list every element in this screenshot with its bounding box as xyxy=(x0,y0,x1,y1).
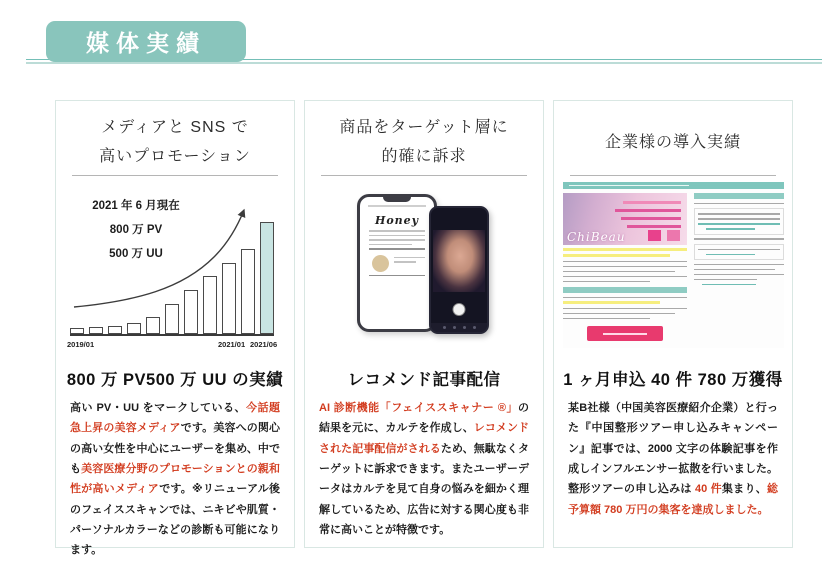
text-line xyxy=(563,297,687,299)
article-section-header xyxy=(563,287,687,293)
banner-text-line xyxy=(569,185,689,187)
review-box xyxy=(694,208,784,235)
camera-nav-icon xyxy=(443,326,446,329)
article-cta-button xyxy=(587,326,663,341)
chart-annotation-date: 2021 年 6 月現在 xyxy=(92,200,180,212)
phone-notch xyxy=(383,196,411,202)
card-media-growth xyxy=(55,100,295,557)
card1-body-seg0: 高い PV・UU をマークしている、 xyxy=(70,402,247,414)
bar xyxy=(222,263,236,334)
page-title-badge xyxy=(46,21,246,62)
text-line xyxy=(563,276,687,278)
card3-title-rule xyxy=(570,175,776,176)
text-line xyxy=(394,257,425,259)
camera-nav-icon xyxy=(463,326,466,329)
text-line xyxy=(694,264,784,266)
link-line xyxy=(698,223,780,225)
card3-body-seg3: 総予算額 780 万円の集客を達成しました。 xyxy=(568,483,778,516)
bar xyxy=(184,290,198,334)
phones-illustration xyxy=(305,180,543,352)
phone-app-logo: Honey xyxy=(374,214,420,227)
card3-body-seg2: 集まり、 xyxy=(721,483,767,496)
phone-screen-header-line xyxy=(368,205,426,207)
bar-chart-bars xyxy=(70,200,274,336)
color-swatch-circle xyxy=(372,255,389,272)
hero-badge-icon xyxy=(648,230,661,241)
card3-heading: 1 ヶ月申込 40 件 780 万獲得 xyxy=(563,371,783,389)
text-line xyxy=(698,218,780,220)
growth-bar-chart xyxy=(56,180,294,352)
bar xyxy=(241,249,255,334)
text-line xyxy=(394,261,416,263)
bar xyxy=(108,326,122,334)
card3-body xyxy=(568,398,778,520)
card2-body-seg3: ため、無駄なくターゲットに訴求できます。またユーザーデータはカルテを見て自身の悩みを細かく理解しているため、広告に対する関心度も非常に高いことが特徴です。 xyxy=(319,442,530,537)
card1-body-seg2: です。美容への関心の高い女性を中心にユーザーを集め、中でも xyxy=(70,422,280,476)
card1-body xyxy=(70,398,280,561)
card2-body-seg1: の結果を元に、カルテを作成し、 xyxy=(319,402,529,435)
text-line xyxy=(369,239,425,241)
hero-headline-line xyxy=(615,209,681,212)
article-main-column xyxy=(563,193,687,341)
card1-title xyxy=(56,114,294,172)
text-line xyxy=(694,203,784,205)
cards-row xyxy=(55,100,793,557)
card2-title xyxy=(305,114,543,172)
text-line xyxy=(694,269,775,271)
card3-body-seg1: 40 件 xyxy=(695,483,722,496)
card1-body-seg1: 今話題急上昇の美容メディア xyxy=(70,402,280,435)
chart-annotation-pv: 800 万 PV xyxy=(109,224,163,237)
card2-body-seg2: レコメンドされた記事配信がされる xyxy=(319,422,530,455)
bar xyxy=(203,276,217,334)
text-line xyxy=(694,274,784,276)
hero-headline-line xyxy=(623,201,681,204)
header-underline-thick xyxy=(26,62,822,64)
text-line xyxy=(563,308,687,310)
card-targeting xyxy=(304,100,544,548)
selfie-face-photo xyxy=(433,230,485,292)
campaign-article-page xyxy=(563,182,784,348)
text-line xyxy=(563,266,687,268)
chart-annotation-uu: 500 万 UU xyxy=(109,248,163,261)
hero-badge-icon xyxy=(667,230,680,241)
card3-title xyxy=(554,114,792,172)
card2-body xyxy=(319,398,529,540)
page-title: 媒体実績 xyxy=(86,30,206,56)
link-line xyxy=(702,284,756,286)
card-case-study xyxy=(553,100,793,548)
article-columns xyxy=(563,193,784,341)
card3-body-seg0: 某B社様（中国美容医療紹介企業）と行った『中国整形ツアー申し込みキャンペーン』記事では、2000 文字の体験記事を作成しインフルエンサー拡散を行いました。整形ツアーの申し込みは xyxy=(568,402,778,496)
review-box xyxy=(694,244,784,261)
article-side-column xyxy=(694,193,784,341)
x-tick-2021-01: 2021/01 xyxy=(218,340,246,349)
x-tick-2019-01: 2019/01 xyxy=(67,340,95,349)
bar-highlighted xyxy=(260,222,274,334)
text-line xyxy=(563,318,650,320)
camera-shutter-button xyxy=(453,303,466,316)
card3-title-line1: 企業様の導入実績 xyxy=(604,133,741,151)
camera-nav-icon xyxy=(473,326,476,329)
card2-title-line2: 的確に訴求 xyxy=(381,148,467,165)
text-line xyxy=(698,213,780,215)
phone-article-mockup xyxy=(357,194,437,332)
card1-title-rule xyxy=(72,175,278,176)
hero-brand-logo: ChiBeau xyxy=(567,230,626,244)
cta-button-label-line xyxy=(603,333,647,335)
card2-heading: レコメンド記事配信 xyxy=(347,371,501,389)
phone-face-scanner-mockup xyxy=(429,206,489,334)
text-line xyxy=(369,244,412,246)
card2-body-seg0: AI 診断機能「フェイススキャナー ®」 xyxy=(319,402,518,414)
article-top-banner xyxy=(563,182,784,189)
article-screenshot xyxy=(554,180,792,352)
text-line xyxy=(369,235,425,237)
card2-title-line1: 商品をターゲット層に xyxy=(339,119,509,137)
text-line xyxy=(698,249,780,251)
text-line xyxy=(694,279,757,281)
text-line xyxy=(563,261,687,263)
text-line xyxy=(563,271,675,273)
camera-nav-bar xyxy=(431,323,487,332)
bar xyxy=(70,328,84,334)
phone-result-row xyxy=(360,250,434,272)
link-line xyxy=(706,254,755,256)
highlighted-text-line xyxy=(563,254,670,257)
card1-title-line1: メディアと SNS で xyxy=(101,119,249,137)
result-text-block xyxy=(394,250,434,263)
text-line xyxy=(563,313,675,315)
hero-headline-line xyxy=(621,217,681,220)
divider-line xyxy=(369,275,425,277)
card2-title-rule xyxy=(321,175,527,176)
x-tick-2021-06: 2021/06 xyxy=(250,340,278,349)
card1-body-seg4: です。※リニューアル後のフェイススキャンでは、ニキビや肌質・パーソナルカラーなどの診断も可能になります。 xyxy=(70,483,280,557)
highlighted-text-line xyxy=(563,248,687,251)
text-line xyxy=(563,281,650,283)
bar-chart-plot-area xyxy=(67,184,285,349)
campaign-hero-image xyxy=(563,193,687,245)
card1-title-line2: 高いプロモーション xyxy=(99,148,251,165)
sidebar-section-header xyxy=(694,193,784,199)
highlighted-text-line xyxy=(563,301,660,304)
bar xyxy=(127,323,141,334)
card1-heading: 800 万 PV500 万 UU の実績 xyxy=(66,371,284,389)
text-line xyxy=(369,230,425,232)
card1-body-seg3: 美容医療分野のプロモーションとの親和性が高いメディア xyxy=(70,463,280,496)
text-line xyxy=(694,238,784,240)
bar xyxy=(165,304,179,334)
hero-headline-line xyxy=(627,225,681,228)
camera-nav-icon xyxy=(453,326,456,329)
bar xyxy=(89,327,103,334)
link-line xyxy=(706,228,755,230)
bar xyxy=(146,317,160,334)
